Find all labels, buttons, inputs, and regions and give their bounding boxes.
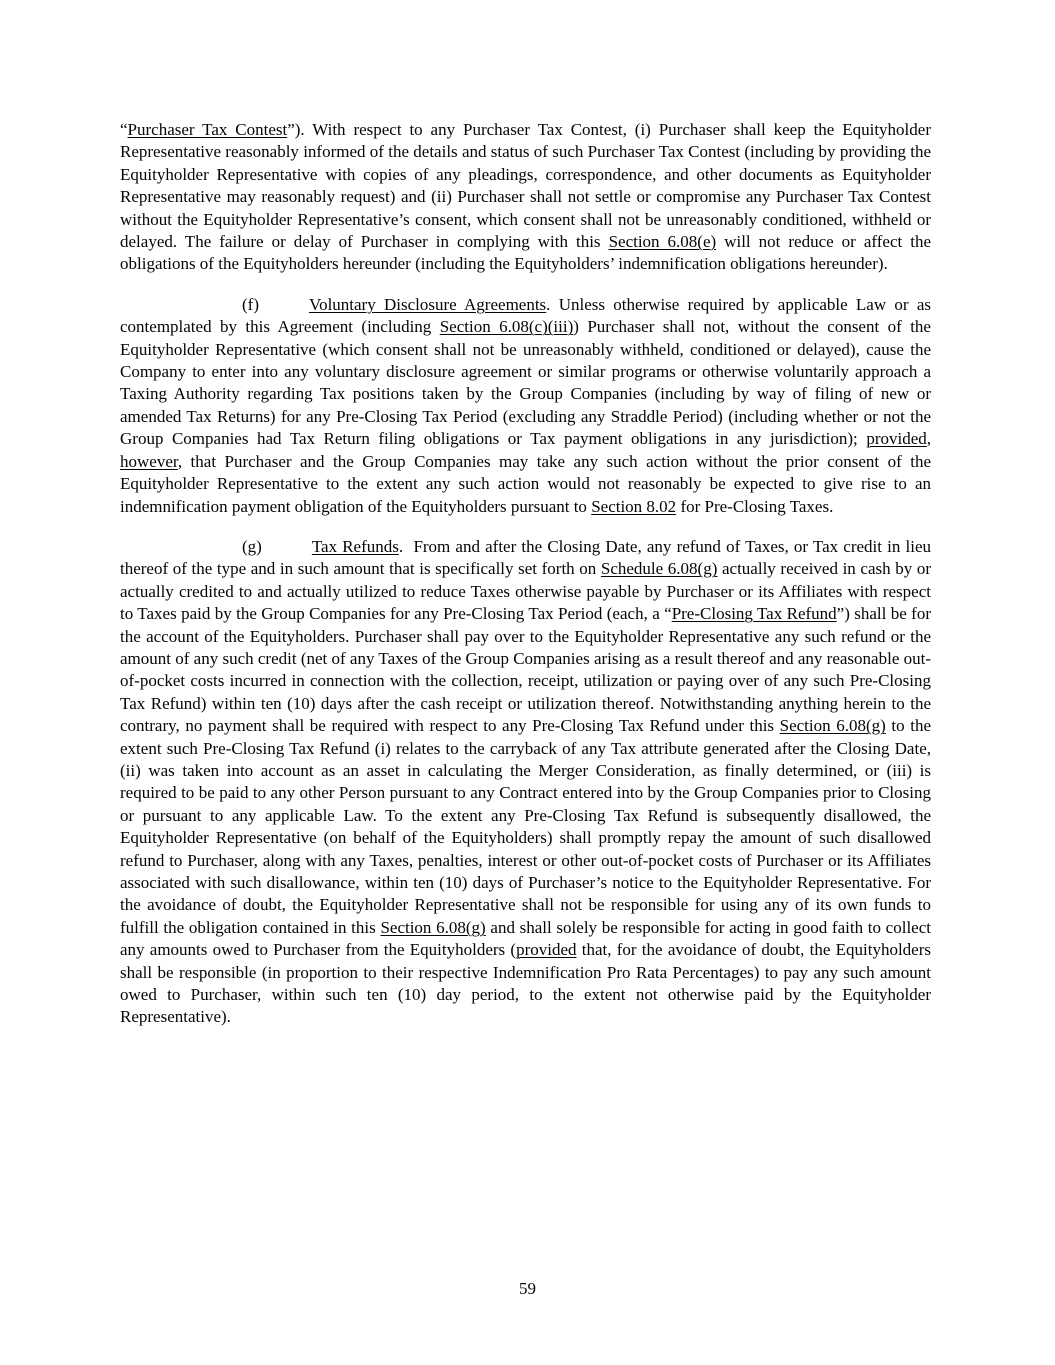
body-text: , that Purchaser and the Group Companies may take any such action without the prior consent of the Equityholder Representative to the extent any such action would not reasonably be expected to give rise to an indemnification payment obligation of the Equityholders pursuant to	[120, 451, 931, 516]
body-text: and shall solely be responsible for acting in good faith to collect any amounts owed to Purchaser from the Equityholders (	[120, 917, 931, 960]
underlined-reference-text: Voluntary Disclosure Agreements	[308, 294, 547, 314]
body-text: to the extent such Pre-Closing Tax Refund (i) relates to the carryback of any Tax attribute generated after the Closing Date, (ii) was taken into account as an asset in calculating the Merger Consideration, as finally determined, or (iii) is required to be paid to any other Person pursuant to any Contract entered into by the Group Companies prior to Closing or pursuant to any applicable Law. To the extent any Pre-Closing Tax Refund is subsequently disallowed, the Equityholder Representative (on behalf of the Equityholders) shall promptly repay the amount of such disallowed refund to Purchaser, along with any Taxes, penalties, interest or other out-of-pocket costs of Purchaser or its Affiliates associated with such disallowance, within ten (10) days of Purchaser’s notice to the Equityholder Representative. For the avoidance of doubt, the Equityholder Representative shall not be responsible for using any of its own funds to fulfill the obligation contained in this	[120, 716, 931, 937]
underlined-reference-text: provided	[866, 429, 927, 449]
underlined-reference-text: Schedule 6.08(g)	[600, 559, 718, 579]
body-text: “	[120, 120, 128, 139]
body-text: ”). With respect to any Purchaser Tax Contest, (i) Purchaser shall keep the Equityholder Representative reasonably informed of the details and status of such Purchaser Tax Contest (including by providing the Equityholder Representative with copies of any pleadings, correspondence, and other documents as Equityholder Representative may reasonably request) and (ii) Purchaser shall not settle or compromise any Purchaser Tax Contest without the Equityholder Representative’s consent, which consent shall not be unreasonably conditioned, withheld or delayed. The failure or delay of Purchaser in complying with this	[120, 120, 931, 252]
body-text: for Pre-Closing Taxes.	[676, 496, 834, 516]
paragraph-tax-refunds	[120, 536, 931, 1029]
underlined-reference-text: Purchaser Tax Contest	[127, 120, 288, 139]
page-number: 59	[519, 1279, 536, 1298]
body-text: . Unless otherwise required by applicable Law or as contemplated by this Agreement (including	[120, 294, 931, 337]
underlined-reference-text: provided	[516, 940, 577, 960]
body-text: actually received in cash by or actually credited to and actually utilized to reduce Taxes otherwise payable by Purchaser or its Affiliates with respect to Taxes paid by the Group Companies for any Pre-Closing Tax Period (each, a “	[120, 559, 932, 624]
page-footer	[0, 1278, 1055, 1300]
underlined-reference-text: however	[120, 451, 178, 471]
document-body	[120, 119, 931, 1047]
body-text: . From and after the Closing Date, any refund of Taxes, or Tax credit in lieu thereof of the type and in such amount that is specifically set forth on	[120, 536, 931, 579]
underlined-reference-text: Tax Refunds	[311, 536, 399, 556]
paragraph-tax-refunds-label: (g)	[242, 536, 262, 556]
body-text: ”) shall be for the account of the Equityholders. Purchaser shall pay over to the Equityholder Representative any such refund or the amount of any such credit (net of any Taxes of the Group Companies arising as a result thereof and any reasonable out-of-pocket costs incurred in connection with the collection, receipt, utilization or paying over of any such Pre-Closing Tax Refund) within ten (10) days after the cash receipt or utilization thereof. Notwithstanding anything herein to the contrary, no payment shall be required with respect to any Pre-Closing Tax Refund under this	[120, 604, 931, 736]
underlined-reference-text: Section 8.02	[591, 496, 677, 516]
paragraph-purchaser-tax-contest	[120, 119, 931, 276]
underlined-reference-text: Pre-Closing Tax Refund	[671, 604, 837, 624]
body-text: will not reduce or affect the obligations of the Equityholders hereunder (including the Equityholders’ indemnification obligations hereunder).	[120, 232, 932, 274]
underlined-reference-text: Section 6.08(g)	[380, 917, 486, 937]
underlined-reference-text: Section 6.08(g)	[779, 716, 886, 736]
underlined-reference-text: Section 6.08(c)(iii)	[439, 317, 574, 337]
body-text: that, for the avoidance of doubt, the Equityholders shall be responsible (in proportion to their respective Indemnification Pro Rata Percentages) to pay any such amount owed to Purchaser, within such ten (10) day period, to the extent not otherwise paid by the Equityholder Representative).	[120, 940, 931, 1027]
paragraph-voluntary-disclosure-agreements-label: (f)	[242, 294, 259, 314]
underlined-reference-text: Section 6.08(e)	[608, 232, 717, 252]
body-text: ,	[926, 429, 931, 449]
paragraph-voluntary-disclosure-agreements	[120, 294, 931, 518]
body-text: ) Purchaser shall not, without the consent of the Equityholder Representative (which consent shall not be unreasonably withheld, conditioned or delayed), cause the Company to enter into any voluntary disclosure agreement or similar programs or otherwise voluntarily approach a Taxing Authority regarding Tax positions taken by the Group Companies (including by way of filing of new or amended Tax Returns) for any Pre-Closing Tax Period (excluding any Straddle Period) (including whether or not the Group Companies had Tax Return filing obligations or Tax payment obligations in any jurisdiction);	[120, 317, 931, 449]
